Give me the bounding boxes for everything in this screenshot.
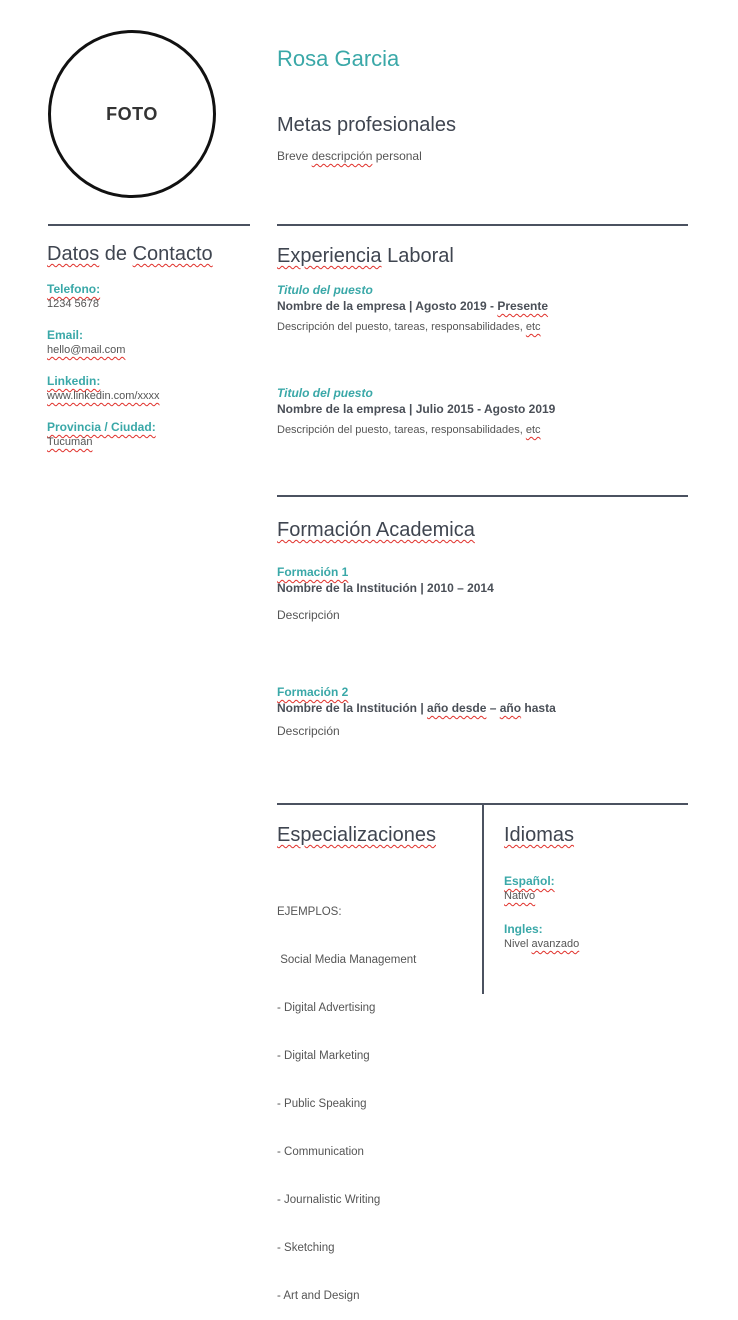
contact-value-email: hello@mail.com	[47, 344, 126, 356]
list-item: Social Media Management	[277, 954, 417, 966]
education-2-description: Descripción	[277, 724, 340, 738]
goals-description: Breve descripción personal	[277, 149, 422, 163]
experience-heading: Experiencia Laboral	[277, 245, 454, 267]
contact-value-phone: 1234 5678	[47, 298, 99, 310]
education-2-institution: Nombre de la Institución | año desde – año hasta	[277, 701, 556, 715]
photo-label: FOTO	[106, 103, 158, 124]
education-2-title: Formación 2	[277, 685, 349, 699]
job-1-description: Descripción del puesto, tareas, responsabilidades, etc	[277, 321, 541, 333]
experience-divider	[277, 224, 688, 226]
contact-label-location: Provincia / Ciudad:	[47, 420, 156, 434]
goals-desc-word: descripción	[311, 149, 373, 163]
contact-value-linkedin: www.linkedin.com/xxxx	[47, 390, 160, 402]
candidate-name: Rosa Garcia	[277, 46, 400, 71]
profile-photo-placeholder	[48, 30, 216, 198]
languages-heading: Idiomas	[504, 824, 575, 846]
specializations-intro: EJEMPLOS:	[277, 906, 342, 918]
list-item: - Public Speaking	[277, 1098, 367, 1110]
education-1-institution: Nombre de la Institución | 2010 – 2014	[277, 581, 494, 595]
language-1-label: Español:	[504, 874, 555, 888]
language-1-level: Nativo	[504, 890, 536, 902]
specializations-heading: Especializaciones	[277, 824, 436, 846]
job-1-title: Titulo del puesto	[277, 283, 373, 297]
job-2-company-dates: Nombre de la empresa | Julio 2015 - Agosto 2019	[277, 402, 556, 416]
contact-heading: Datos de Contacto	[47, 243, 213, 265]
language-2-level: Nivel avanzado	[504, 938, 580, 950]
list-item: - Digital Marketing	[277, 1050, 370, 1062]
list-item: - Communication	[277, 1146, 364, 1158]
specializations-list	[277, 872, 416, 1320]
contact-value-location: Tucumán	[47, 436, 93, 448]
skills-languages-separator	[482, 804, 484, 994]
list-item: - Art and Design	[277, 1290, 360, 1302]
education-1-title: Formación 1	[277, 565, 349, 579]
list-item: - Journalistic Writing	[277, 1194, 381, 1206]
job-1-company-dates: Nombre de la empresa | Agosto 2019 - Presente	[277, 299, 549, 313]
list-item: - Digital Advertising	[277, 1002, 376, 1014]
contact-label-phone: Telefono:	[47, 282, 101, 296]
language-2-label: Ingles:	[504, 922, 543, 936]
job-2-description: Descripción del puesto, tareas, responsabilidades, etc	[277, 424, 541, 436]
education-1-description: Descripción	[277, 608, 340, 622]
contact-label-linkedin: Linkedin:	[47, 374, 101, 388]
contact-label-email: Email:	[47, 328, 84, 342]
job-2-title: Titulo del puesto	[277, 386, 373, 400]
education-heading: Formación Academica	[277, 519, 475, 541]
contact-divider	[48, 224, 250, 226]
goals-heading: Metas profesionales	[277, 114, 456, 136]
list-item: - Sketching	[277, 1242, 335, 1254]
education-divider	[277, 495, 688, 497]
